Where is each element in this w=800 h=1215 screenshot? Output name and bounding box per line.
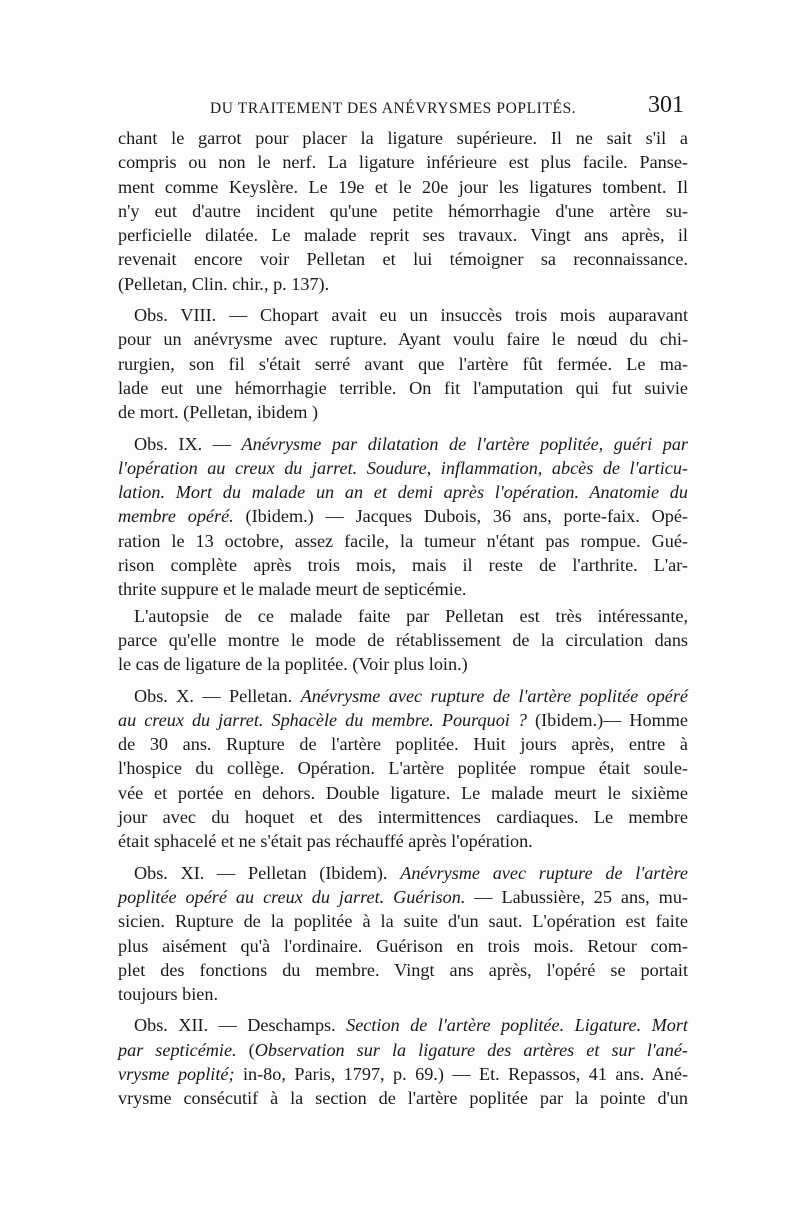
italic-title: Section de l'artère poplitée. Ligature. Mort: [346, 1015, 688, 1036]
paragraph-obs-xii: [118, 1013, 688, 1110]
paragraph-obs-x: [118, 684, 688, 854]
text-line: [118, 861, 688, 885]
text-line: jour avec du hoquet et des intermittences cardiaques. Le membre: [118, 807, 688, 828]
text-line: ration le 13 octobre, assez facile, la tumeur n'étant pas rompue. Gué-: [118, 530, 688, 551]
text-line: [118, 708, 688, 732]
text-line: [118, 504, 688, 528]
text-line: revenait encore voir Pelletan et lui témoigner sa reconnaissance.: [118, 249, 688, 270]
text-line: thrite suppure et le malade meurt de septicémie.: [118, 579, 467, 600]
italic-title: vrysme poplité;: [118, 1063, 235, 1084]
text-line: chant le garrot pour placer la ligature supérieure. Il ne sait s'il a: [118, 128, 688, 148]
page-number: 301: [648, 92, 684, 118]
text-line: [118, 684, 688, 708]
text-run: Obs. XII. — Deschamps.: [134, 1015, 347, 1036]
text-line: était sphacelé et ne s'était pas réchauffé après l'opération.: [118, 831, 533, 852]
text-run: Obs. IX. —: [134, 433, 242, 454]
text-line: [118, 480, 688, 504]
text-line: sicien. Rupture de la poplitée à la suite d'un saut. L'opération est faite: [118, 911, 688, 932]
text-line: ment comme Keyslère. Le 19e et le 20e jour les ligatures tombent. Il: [118, 176, 688, 197]
text-line: [118, 885, 688, 909]
italic-title: Anévrysme avec rupture de l'artère: [400, 862, 688, 883]
text-line: plet des fonctions du membre. Vingt ans après, l'opéré se portait: [118, 959, 688, 980]
body-text: [118, 126, 688, 1118]
text-line: [118, 456, 688, 480]
paragraph-obs-viii: [118, 303, 688, 424]
italic-title: poplitée opéré au creux du jarret. Guérison.: [118, 886, 466, 907]
text-line: parce qu'elle montre le mode de rétablissement de la circulation dans: [118, 629, 688, 650]
italic-title: au creux du jarret. Sphacèle du membre. Pourquoi ?: [118, 709, 527, 730]
text-run: (Ibidem.) — Jacques Dubois, 36 ans, porte-faix. Opé-: [233, 506, 688, 527]
text-line: lade eut une hémorrhagie terrible. On fit l'amputation qui fut suivie: [118, 377, 688, 398]
text-run: in-8o, Paris, 1797, p. 69.) — Et. Repassos, 41 ans. Ané-: [234, 1063, 688, 1084]
italic-title: lation. Mort du malade un an et demi après l'opération. Anatomie du: [118, 482, 688, 503]
text-line: vrysme consécutif à la section de l'artère poplitée par la pointe d'un: [118, 1088, 688, 1109]
italic-title: l'opération au creux du jarret. Soudure, inflammation, abcès de l'articu-: [118, 457, 688, 478]
text-line: le cas de ligature de la poplitée. (Voir plus loin.): [118, 654, 468, 675]
text-line: [118, 1013, 688, 1037]
text-line: [118, 432, 688, 456]
text-line: vée et portée en dehors. Double ligature. Le malade meurt le sixième: [118, 782, 688, 803]
paragraph-obs-ix: [118, 432, 688, 602]
running-title: DU TRAITEMENT DES ANÉVRYSMES POPLITÉS.: [210, 100, 577, 117]
text-line: de 30 ans. Rupture de l'artère poplitée. Huit jours après, entre à: [118, 734, 688, 755]
italic-title: par septicémie.: [118, 1039, 237, 1060]
paragraph-continuation: [118, 126, 688, 296]
text-line: [118, 1062, 688, 1086]
text-run: (: [236, 1039, 255, 1060]
text-line: l'hospice du collège. Opération. L'artère poplitée rompue était soule-: [118, 758, 688, 779]
text-run: Obs. XI. — Pelletan (Ibidem).: [134, 862, 401, 883]
text-run: Obs. X. — Pelletan.: [134, 685, 301, 706]
paragraph-obs-xi: [118, 861, 688, 1007]
text-line: plus aisément qu'à l'ordinaire. Guérison en trois mois. Retour com-: [118, 935, 688, 956]
italic-title: Anévrysme avec rupture de l'artère poplitée opéré: [300, 685, 689, 706]
italic-title: Observation sur la ligature des artères et sur l'ané-: [254, 1039, 688, 1060]
text-run: (Ibidem.)— Homme: [526, 709, 688, 730]
text-line: pour un anévrysme avec rupture. Ayant voulu faire le nœud du chi-: [118, 329, 688, 350]
text-line: (Pelletan, Clin. chir., p. 137).: [118, 273, 330, 294]
text-line: L'autopsie de ce malade faite par Pelletan est très intéressante,: [134, 605, 688, 626]
page-header: [118, 92, 688, 126]
text-line: Obs. VIII. — Chopart avait eu un insuccès trois mois auparavant: [134, 305, 688, 326]
text-line: n'y eut d'autre incident qu'une petite hémorrhagie d'une artère su-: [118, 200, 688, 221]
text-line: toujours bien.: [118, 984, 219, 1005]
italic-title: membre opéré.: [118, 506, 234, 527]
italic-title: Anévrysme par dilatation de l'artère poplitée, guéri par: [241, 433, 689, 454]
text-line: de mort. (Pelletan, ibidem ): [118, 402, 319, 423]
text-line: perficielle dilatée. Le malade reprit ses travaux. Vingt ans après, il: [118, 225, 688, 246]
text-line: rison complète après trois mois, mais il reste de l'arthrite. L'ar-: [118, 555, 688, 576]
text-line: rurgien, son fil s'était serré avant que l'artère fût fermée. Le ma-: [118, 353, 688, 374]
text-line: [118, 1038, 688, 1062]
paragraph-autopsie: [118, 604, 688, 677]
text-line: compris ou non le nerf. La ligature inférieure est plus facile. Panse-: [118, 152, 688, 173]
text-run: — Labussière, 25 ans, mu-: [465, 886, 688, 907]
